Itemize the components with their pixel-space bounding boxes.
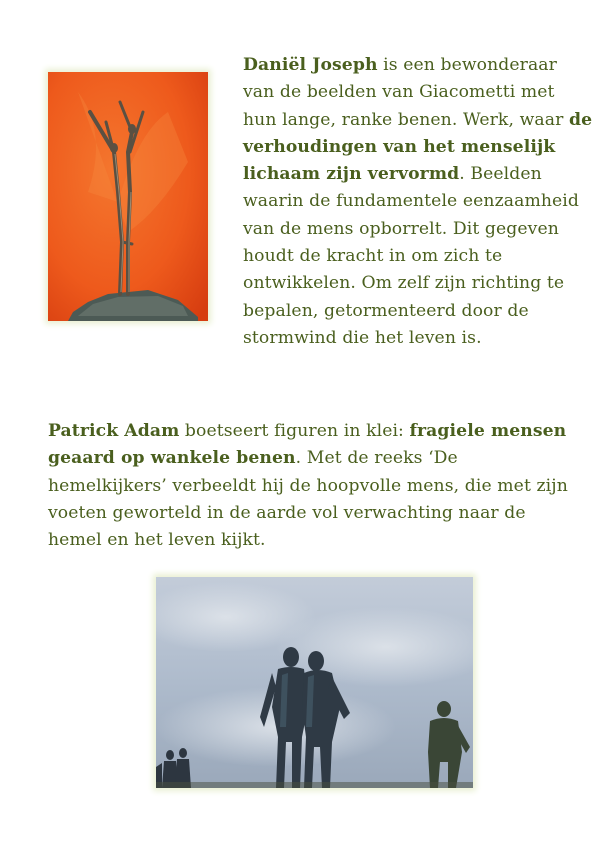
patrick-text-1: boetseert figuren in klei: [179,421,410,441]
patrick-highlight: fragiele mensen geaard op wankele benen [48,421,567,469]
artist-name-daniel: Daniël Joseph [243,55,378,75]
paragraph-daniel-joseph [243,52,593,352]
daniel-text-2: . Beelden waarin de fundamentele eenzaamheid van de mens opborrelt. Dit gegeven houdt de kracht in om zich te ontwikkelen. Om zelf zijn richting te bepalen, getormenteerd door de stormwind die het leven is. [243,164,579,348]
patrick-text-2: . Met de reeks ‘De hemelkijkers’ verbeeldt hij de hoopvolle mens, die met zijn voeten geworteld in de aarde vol verwachting naar de hemel en het leven kijkt. [48,448,568,551]
daniel-text-1: is een bewonderaar van de beelden van Giacometti met hun lange, ranke benen. Werk, waar [243,55,569,130]
paragraph-patrick-adam [48,418,578,554]
artist-name-patrick: Patrick Adam [48,421,180,441]
sculpture-photo-daniel [48,72,208,321]
sculpture-photo-patrick [156,577,473,788]
daniel-highlight: de verhoudingen van het menselijk lichaam zijn vervormd [243,109,593,185]
